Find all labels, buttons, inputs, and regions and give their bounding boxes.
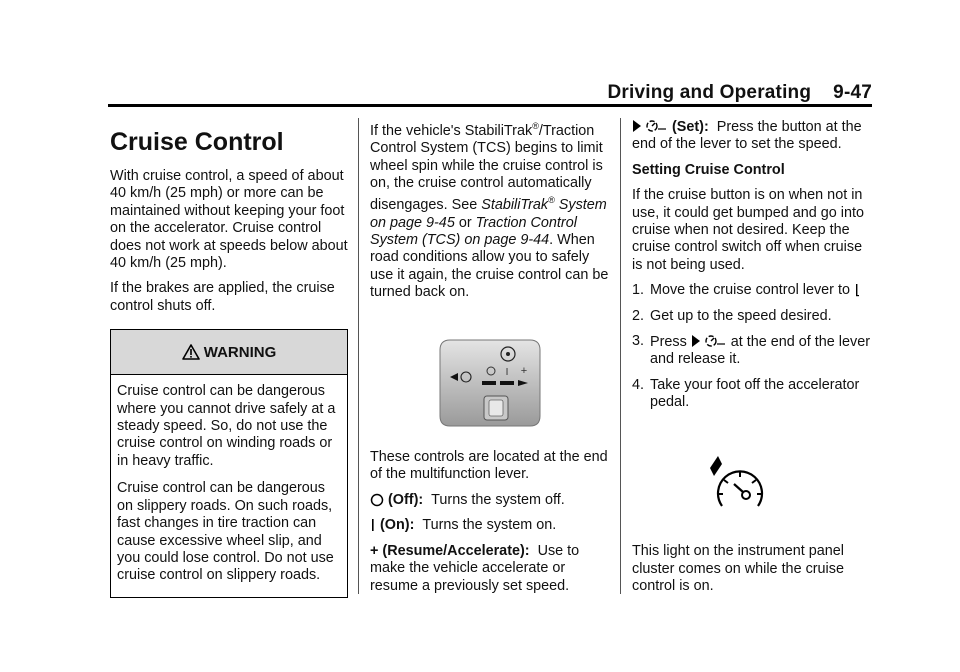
page-number: 9-47	[833, 82, 872, 103]
column-1	[110, 118, 348, 598]
on-description	[370, 517, 610, 534]
section-title: Driving and Operating	[607, 82, 812, 103]
column-divider-2	[620, 118, 621, 594]
off-description	[370, 492, 610, 509]
resume-description	[370, 543, 610, 595]
off-label: (Off):	[388, 491, 424, 508]
set-button-icon	[632, 118, 668, 134]
lever-on-symbol: I	[505, 366, 509, 378]
registered-mark: ®	[532, 121, 539, 131]
header-rule	[108, 104, 872, 107]
on-bar-icon	[854, 283, 860, 297]
set-text: Press the button at the end of the lever to set the speed.	[632, 119, 862, 153]
setting-cruise-subheading: Setting Cruise Control	[632, 161, 785, 178]
brakes-paragraph: If the brakes are applied, the cruise control shuts off.	[110, 280, 335, 314]
step-text: Get up to the speed desired.	[650, 307, 832, 324]
column-3	[632, 118, 876, 603]
step-text-fragment: Press	[650, 334, 687, 351]
column-2	[370, 118, 610, 603]
cruise-button-paragraph: If the cruise button is on when not in use, it could get bumped and go into cruise when not desired. Keep the cruise control switch off when cruise is not being used.	[632, 187, 865, 273]
on-label: (On):	[380, 517, 415, 534]
list-item	[632, 308, 876, 325]
set-description	[632, 118, 876, 154]
link-fragment: System on page 9-45	[370, 197, 607, 231]
step-number: 2.	[632, 307, 645, 324]
step-number: 4.	[632, 376, 645, 393]
warning-paragraph-1: Cruise control can be dangerous where you cannot drive safely at a steady speed. So, do not use the cruise control on winding roads or in heavy traffic.	[117, 383, 336, 469]
off-text: Turns the system off.	[431, 491, 565, 508]
warning-header	[111, 330, 347, 375]
cruise-indicator-light-icon	[698, 450, 782, 522]
step-number: 3.	[632, 333, 645, 350]
on-bar-icon	[370, 518, 376, 532]
warning-box	[110, 329, 348, 597]
resume-label: + (Resume/Accelerate):	[370, 542, 530, 559]
setting-steps-list	[632, 282, 876, 411]
cruise-lever-illustration	[436, 336, 544, 430]
indicator-light-paragraph: This light on the instrument panel cluster comes on while the cruise control is on.	[632, 543, 844, 594]
link-fragment: StabiliTrak	[481, 197, 549, 214]
list-item	[632, 333, 876, 369]
off-circle-icon	[370, 493, 384, 507]
step-text	[650, 333, 876, 369]
text-fragment: . When road conditions allow you to safely use it again, the cruise control can be turned back on.	[370, 232, 609, 301]
page-header	[108, 80, 872, 106]
text-fragment: or	[454, 214, 476, 231]
list-item	[632, 282, 876, 299]
step-text-fragment: Move the cruise control lever to	[650, 282, 850, 299]
lever-plus-symbol: +	[520, 364, 528, 377]
controls-location-paragraph: These controls are located at the end of the multifunction lever.	[370, 449, 608, 483]
step-text	[650, 282, 876, 299]
list-item	[632, 377, 876, 412]
warning-paragraph-2: Cruise control can be dangerous on slippery roads. On such roads, fast changes in tire traction can cause excessive wheel slip, and you could lose control. Do not use cruise control on slippery roads.	[117, 480, 334, 584]
stabilitrak-paragraph	[370, 118, 610, 302]
step-text: Take your foot off the accelerator pedal.	[650, 376, 860, 411]
tcs-link[interactable]: Traction Control System (TCS) on page 9-44	[370, 214, 577, 249]
warning-triangle-icon	[182, 344, 200, 360]
text-fragment: If the vehicle's StabiliTrak	[370, 122, 533, 139]
column-divider-1	[358, 118, 359, 594]
warning-heading: WARNING	[203, 343, 277, 361]
step-text-fragment: at the end of the lever and release it.	[650, 334, 871, 368]
header-text	[607, 82, 872, 104]
step-number: 1.	[632, 282, 645, 299]
set-button-icon	[691, 333, 727, 349]
on-text: Turns the system on.	[422, 517, 557, 534]
intro-paragraph: With cruise control, a speed of about 40 km/h (25 mph) or more can be maintained without keeping your foot on the accelerator. Cruise control does not work at speeds below about 40 km/h (25 mph).	[110, 168, 348, 272]
page-title: Cruise Control	[110, 128, 284, 156]
warning-body	[111, 375, 347, 596]
set-label: (Set):	[672, 119, 709, 135]
text-fragment: /Traction Control System (TCS) begins to limit wheel spin while the cruise control is on, the cruise control automatically disengages. See	[370, 122, 603, 214]
registered-mark: ®	[548, 195, 555, 206]
resume-text: Use to make the vehicle accelerate or resume a previously set speed.	[370, 542, 580, 594]
